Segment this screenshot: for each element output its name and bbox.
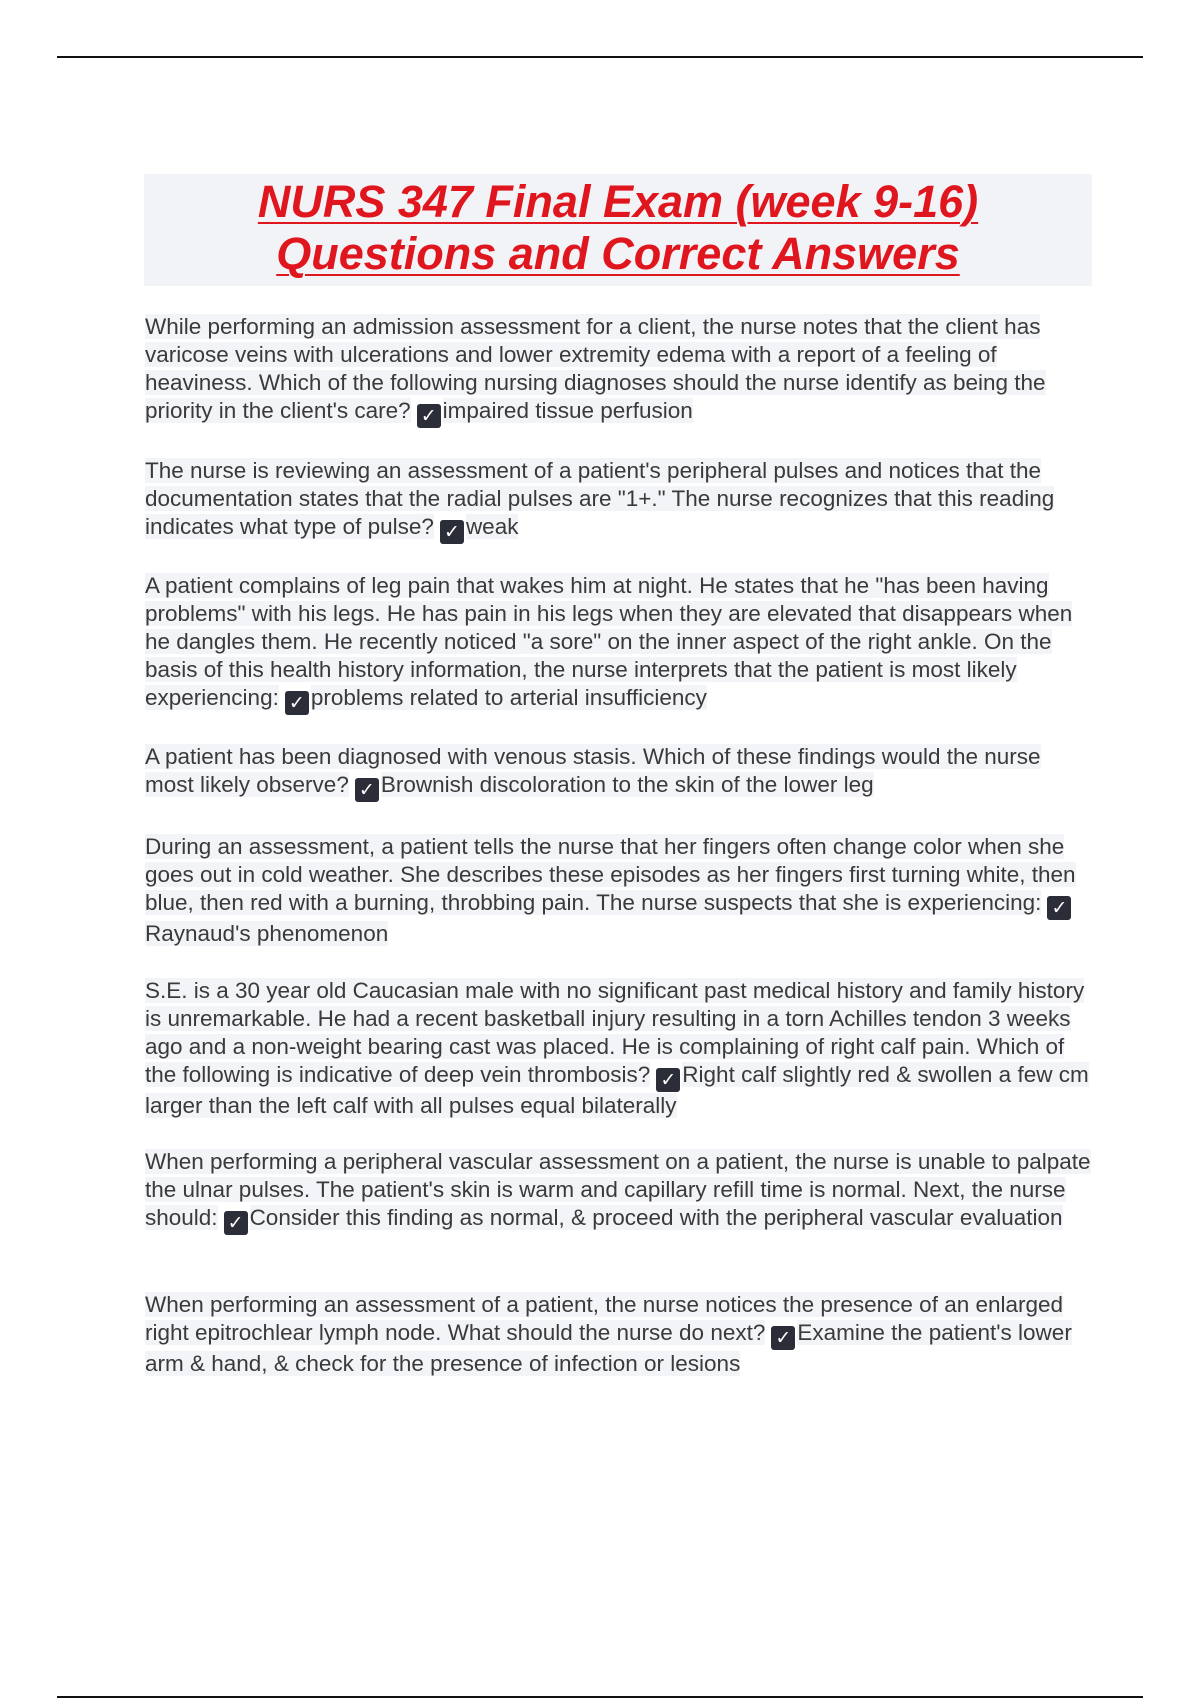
qa-item [145,457,1095,544]
checkbox-checked-icon: ✓ [440,520,464,544]
title-line-2: Questions and Correct Answers [276,228,960,279]
question-text: The nurse is reviewing an assessment of a patient's peripheral pulses and notices that the documentation states that the radial pulses are "1+." The nurse recognizes that this reading indicates what type of pulse? [145,458,1055,539]
question-text: A patient complains of leg pain that wakes him at night. He states that he "has been having problems" with his legs. He has pain in his legs when they are elevated that disappears when he dangles them. He recently noticed "a sore" on the inner aspect of the right ankle. On the basis of this health history information, the nurse interprets that the patient is most likely experiencing: [145,573,1073,710]
bottom-rule [57,1696,1143,1698]
answer-text: Raynaud's phenomenon [145,921,389,946]
qa-item [145,1148,1095,1235]
answer-text: problems related to arterial insufficiency [310,685,707,710]
question-text: During an assessment, a patient tells the nurse that her fingers often change color when she goes out in cold weather. She describes these episodes as her fingers first turning white, then blue, then red with a burning, throbbing pain. The nurse suspects that she is experiencing: [145,834,1076,915]
title-line-1: NURS 347 Final Exam (week 9-16) [257,176,979,227]
question-text: S.E. is a 30 year old Caucasian male with no significant past medical history and family history is unremarkable. He had a recent basketball injury resulting in a torn Achilles tendon 3 weeks ago and a non-weight bearing cast was placed. He is complaining of right calf pain. Which of the following is indicative of deep vein thrombosis? [145,978,1085,1087]
question-text: While performing an admission assessment for a client, the nurse notes that the client has varicose veins with ulcerations and lower extremity edema with a report of a feeling of heaviness. Which of the following nursing diagnoses should the nurse identify as being the priority in the client's care? [145,314,1046,423]
answer-text: Brownish discoloration to the skin of the lower leg [380,772,874,797]
answer-text: Examine the patient's lower arm & hand, & check for the presence of infection or lesions [145,1320,1072,1376]
top-rule [57,56,1143,58]
answer-text: Right calf slightly red & swollen a few cm larger than the left calf with all pulses equal bilaterally [145,1062,1089,1118]
checkbox-checked-icon: ✓ [771,1326,795,1350]
qa-item [145,1291,1095,1378]
question-text: When performing an assessment of a patient, the nurse notices the presence of an enlarged right epitrochlear lymph node. What should the nurse do next? [145,1292,1064,1345]
qa-item [145,313,1095,428]
question-text: When performing a peripheral vascular assessment on a patient, the nurse is unable to palpate the ulnar pulses. The patient's skin is warm and capillary refill time is normal. Next, the nurse should: [145,1149,1091,1230]
checkbox-checked-icon: ✓ [417,404,441,428]
checkbox-checked-icon: ✓ [656,1068,680,1092]
checkbox-checked-icon: ✓ [224,1211,248,1235]
answer-text: weak [465,514,519,539]
answer-text: impaired tissue perfusion [442,398,693,423]
checkbox-checked-icon: ✓ [1047,896,1071,920]
qa-item [145,572,1095,715]
qa-item [145,833,1095,948]
question-text: A patient has been diagnosed with venous stasis. Which of these findings would the nurse most likely observe? [145,744,1041,797]
checkbox-checked-icon: ✓ [355,778,379,802]
qa-item [145,743,1095,802]
answer-text: Consider this finding as normal, & proceed with the peripheral vascular evaluation [249,1205,1063,1230]
document-title [144,174,1092,286]
checkbox-checked-icon: ✓ [285,691,309,715]
qa-item [145,977,1095,1120]
